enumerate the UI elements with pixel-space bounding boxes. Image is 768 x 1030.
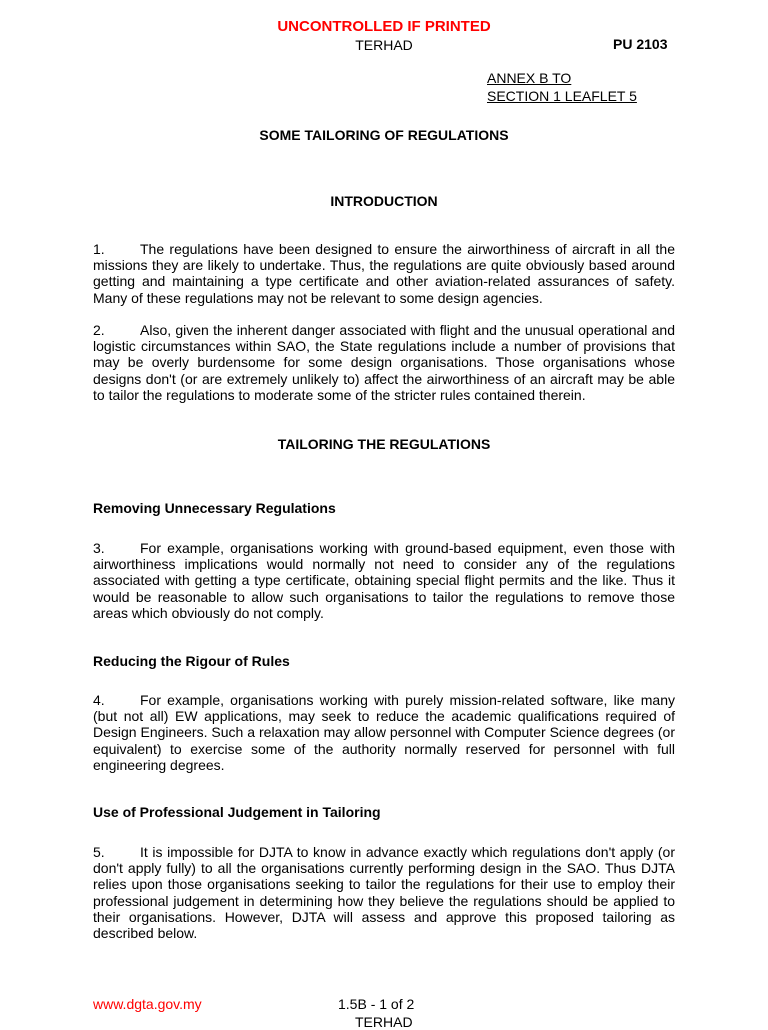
classification-header: TERHAD — [355, 37, 413, 53]
document-title: SOME TAILORING OF REGULATIONS — [259, 127, 509, 143]
subheading-removing: Removing Unnecessary Regulations — [93, 500, 336, 516]
paragraph-text: For example, organisations working with ground-based equipment, even those with airworthiness implications would normally not need to consider any of the regulations associated with getting a type certificate, obtaining special flight permits and the like. Thus it would be reasonable to allow such organisations to tailor the regulations to remove those areas which obviously do not comply. — [93, 540, 675, 621]
page-number: 1.5B - 1 of 2 — [338, 996, 415, 1012]
document-reference: PU 2103 — [613, 36, 668, 52]
paragraph-text: The regulations have been designed to ensure the airworthiness of aircraft in all the missions they are likely to undertake. Thus, the regulations are quite obviously based around getting and maintaining a type certificate and other aviation-related assurances of safety. Many of these regulations may not be relevant to some design agencies. — [93, 241, 675, 306]
section-heading-introduction: INTRODUCTION — [330, 193, 438, 209]
section-heading-tailoring: TAILORING THE REGULATIONS — [277, 436, 491, 452]
paragraph-text: It is impossible for DJTA to know in advance exactly which regulations don't apply (or don't apply fully) to all the organisations currently performing design in the SAO. Thus DJTA relies upon those organisations seeking to tailor the regulations for their use to employ their professional judgement in determining how they believe the regulations should be applied to their organisations. However, DJTA will assess and approve this proposed tailoring as described below. — [93, 844, 675, 942]
annex-line-2: SECTION 1 LEAFLET 5 — [487, 88, 637, 104]
paragraph-2 — [93, 322, 675, 403]
annex-line-1: ANNEX B TO — [487, 70, 572, 86]
paragraph-number: 3. — [93, 540, 105, 556]
paragraph-3 — [93, 540, 675, 621]
website-link[interactable]: www.dgta.gov.my — [93, 996, 202, 1012]
paragraph-number: 2. — [93, 322, 105, 338]
subheading-reducing: Reducing the Rigour of Rules — [93, 653, 290, 669]
paragraph-text: For example, organisations working with purely mission-related software, like many (but not all) EW applications, may seek to reduce the academic qualifications required of Design Engineers. Such a relaxation may allow personnel with Computer Science degrees (or equivalent) to exercise some of the authority normally reserved for personnel with full engineering degrees. — [93, 692, 675, 773]
paragraph-1 — [93, 241, 675, 306]
paragraph-4 — [93, 692, 675, 773]
subheading-professional-judgement: Use of Professional Judgement in Tailoring — [93, 804, 381, 820]
paragraph-text: Also, given the inherent danger associated with flight and the unusual operational and logistic circumstances within SAO, the State regulations include a number of provisions that may be overly burdensome for some design organisations. Those organisations whose designs don't (or are extremely unlikely to) affect the airworthiness of an aircraft may be able to tailor the regulations to moderate some of the stricter rules contained therein. — [93, 322, 675, 403]
paragraph-5 — [93, 844, 675, 941]
uncontrolled-banner: UNCONTROLLED IF PRINTED — [277, 18, 491, 35]
paragraph-number: 4. — [93, 692, 105, 708]
paragraph-number: 1. — [93, 241, 105, 257]
classification-footer: TERHAD — [355, 1014, 413, 1030]
paragraph-number: 5. — [93, 844, 105, 860]
